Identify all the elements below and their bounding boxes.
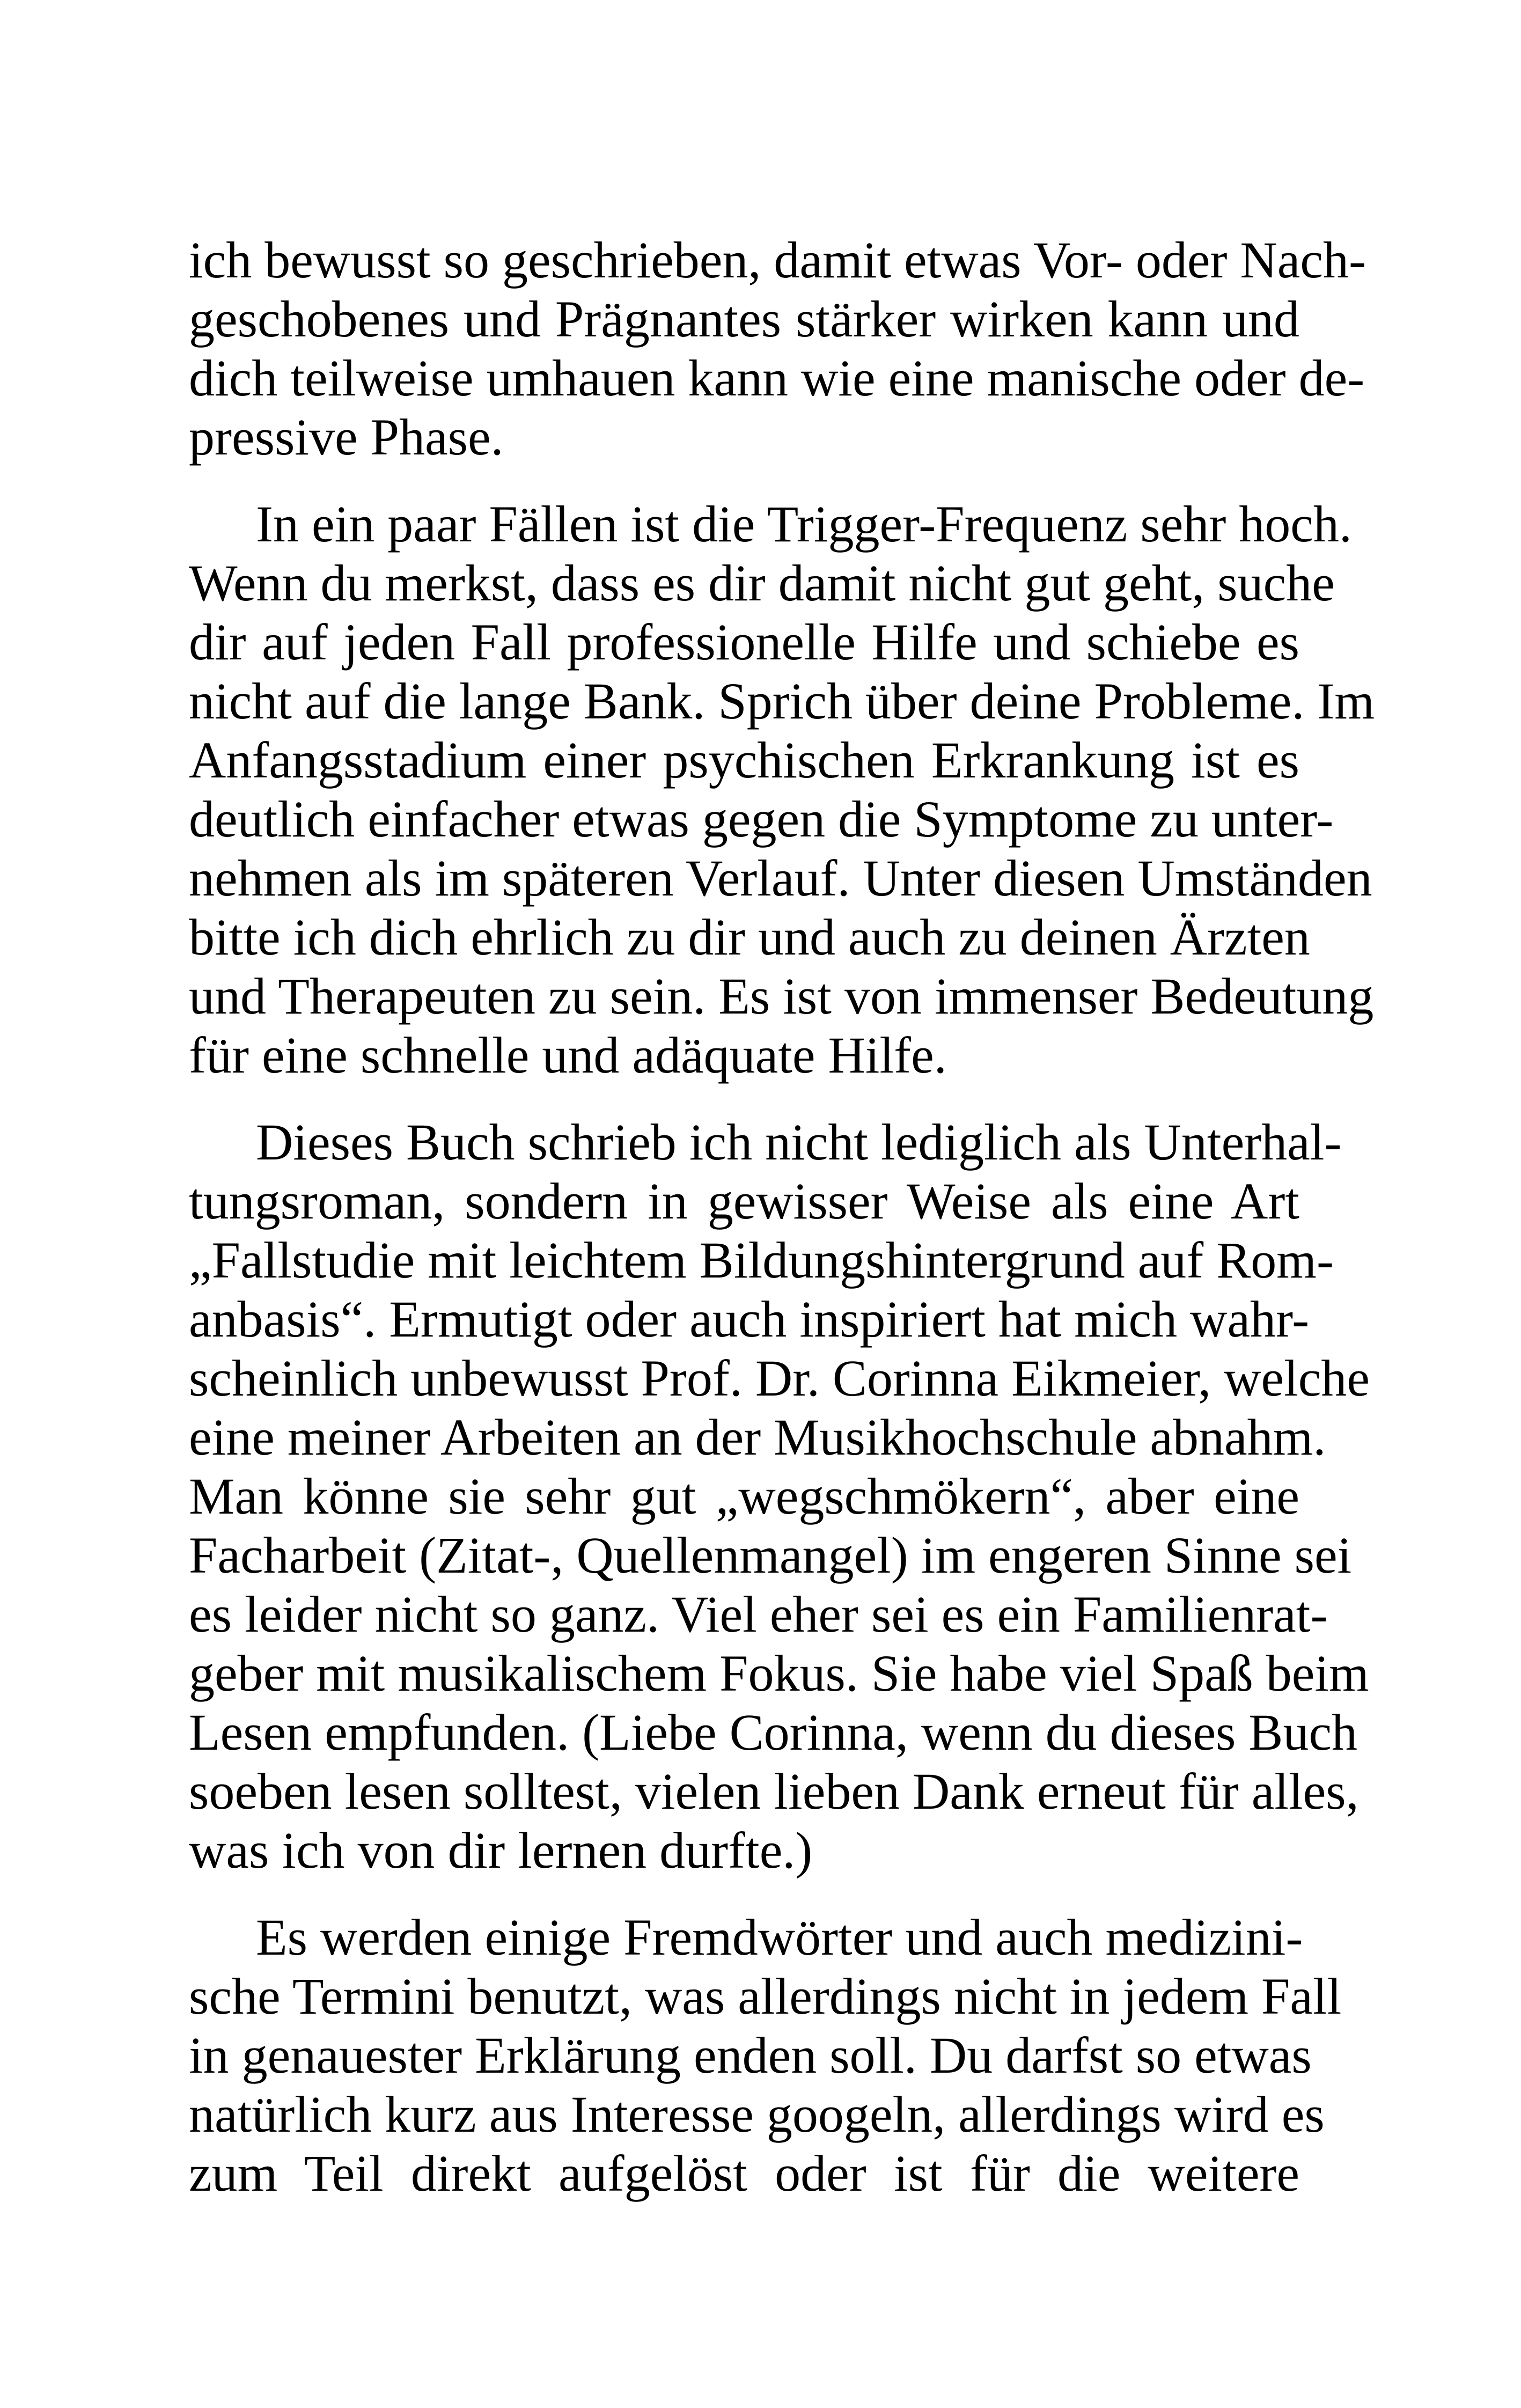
text-line: bitte ich dich ehrlich zu dir und auch zu deinen Ärzten xyxy=(189,908,1310,966)
text-line: „Fallstudie mit leichtem Bildungshintergrund auf Rom- xyxy=(189,1231,1334,1289)
text-line: tungsroman, sondern in gewisser Weise als eine Art xyxy=(189,1172,1299,1230)
text-line: in genauester Erklärung enden soll. Du darfst so etwas xyxy=(189,2027,1312,2084)
text-line: nehmen als im späteren Verlauf. Unter diesen Umständen xyxy=(189,849,1372,907)
text-line: In ein paar Fällen ist die Trigger-Frequenz sehr hoch. xyxy=(256,495,1352,553)
text-line: sche Termini benutzt, was allerdings nicht in jedem Fall xyxy=(189,1967,1342,2025)
paragraph-1 xyxy=(189,231,1366,467)
paragraph-4 xyxy=(189,1908,1342,2203)
text-line: Dieses Buch schrieb ich nicht lediglich als Unterhal- xyxy=(256,1113,1342,1171)
text-line: anbasis“. Ermutigt oder auch inspiriert hat mich wahr- xyxy=(189,1290,1310,1348)
text-line: scheinlich unbewusst Prof. Dr. Corinna Eikmeier, welche xyxy=(189,1349,1370,1407)
text-line: zum Teil direkt aufgelöst oder ist für die weitere xyxy=(189,2145,1299,2202)
text-line: Lesen empfunden. (Liebe Corinna, wenn du dieses Buch xyxy=(189,1704,1358,1761)
text-line: natürlich kurz aus Interesse googeln, allerdings wird es xyxy=(189,2086,1325,2143)
text-line: pressive Phase. xyxy=(189,408,504,466)
text-line: nicht auf die lange Bank. Sprich über deine Probleme. Im xyxy=(189,672,1375,730)
body-text xyxy=(189,231,1375,2231)
text-line: deutlich einfacher etwas gegen die Symptome zu unter- xyxy=(189,790,1334,848)
text-line: eine meiner Arbeiten an der Musikhochschule abnahm. xyxy=(189,1408,1326,1466)
paragraph-3 xyxy=(189,1113,1370,1880)
text-line: geber mit musikalischem Fokus. Sie habe viel Spaß beim xyxy=(189,1645,1369,1702)
text-line: und Therapeuten zu sein. Es ist von immenser Bedeutung xyxy=(189,967,1374,1025)
text-line: Wenn du merkst, dass es dir damit nicht gut geht, suche xyxy=(189,554,1335,612)
text-line: dir auf jeden Fall professionelle Hilfe und schiebe es xyxy=(189,613,1299,671)
text-line: es leider nicht so ganz. Viel eher sei es ein Familienrat- xyxy=(189,1585,1328,1643)
text-line: soeben lesen solltest, vielen lieben Dank erneut für alles, xyxy=(189,1763,1359,1820)
text-line: Anfangsstadium einer psychischen Erkrankung ist es xyxy=(189,731,1299,789)
text-line: was ich von dir lernen durfte.) xyxy=(189,1822,813,1879)
text-line: Facharbeit (Zitat-, Quellenmangel) im engeren Sinne sei xyxy=(189,1526,1352,1584)
text-line: geschobenes und Prägnantes stärker wirken kann und xyxy=(189,290,1299,348)
text-line: Es werden einige Fremdwörter und auch medizini- xyxy=(256,1908,1303,1966)
text-line: dich teilweise umhauen kann wie eine manische oder de- xyxy=(189,349,1365,407)
paragraph-2 xyxy=(189,495,1375,1085)
text-line: ich bewusst so geschrieben, damit etwas Vor- oder Nach- xyxy=(189,231,1366,289)
text-line: Man könne sie sehr gut „wegschmökern“, aber eine xyxy=(189,1467,1299,1525)
text-line: für eine schnelle und adäquate Hilfe. xyxy=(189,1026,947,1084)
